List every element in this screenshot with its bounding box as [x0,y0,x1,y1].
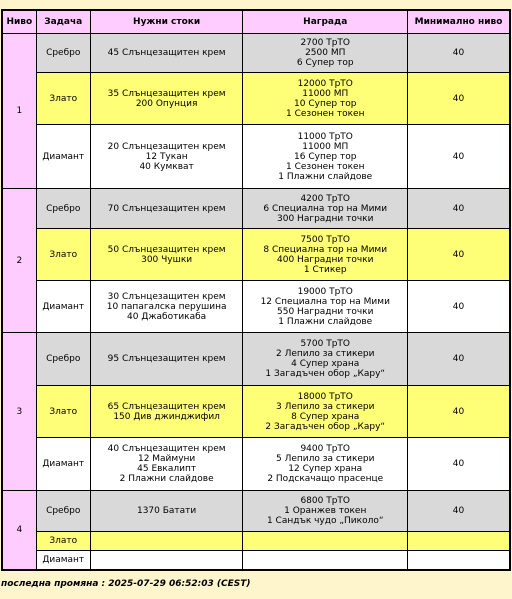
min-level-cell: 40 [408,73,510,125]
header-needed: Нужни стоки [90,10,243,34]
reward-line: 9400 ТрТО [300,444,351,454]
needed-goods-cell [90,229,243,281]
needed-goods-line: 20 Слънцезащитен крем [107,141,226,152]
reward-line: 12 Специална тор на Мими [260,296,390,307]
table-row [2,333,510,386]
reward-line: 19000 ТрТО [297,286,353,297]
min-level-cell: 40 [408,281,510,333]
needed-goods-line: 50 Слънцезащитен крем [107,244,226,255]
quest-table-body [2,34,510,570]
reward-line: 1 Сезонен токен [286,161,365,172]
task-cell: Злато [36,229,90,281]
reward-line: 1 Стикер [303,264,347,275]
reward-line: 1 Плажни слайдове [278,316,373,327]
level-cell: 2 [2,189,36,333]
needed-goods-line: 30 Слънцезащитен крем [107,291,226,302]
reward-cell [243,281,408,333]
header-reward: Награда [243,10,408,34]
min-level-cell [408,532,510,551]
needed-goods-line: 12 Тукан [145,151,188,162]
task-cell: Сребро [36,189,90,229]
reward-line: 2500 МП [305,48,346,58]
reward-cell [243,229,408,281]
min-level-cell: 40 [408,34,510,73]
table-row [2,229,510,281]
level-cell: 3 [2,333,36,491]
reward-line: 1 Плажни слайдове [278,171,373,182]
min-level-cell: 40 [408,189,510,229]
min-level-cell: 40 [408,386,510,438]
table-row [2,386,510,438]
needed-goods-line: 40 Слънцезащитен крем [107,444,226,454]
needed-goods-line: 1370 Батати [136,506,197,516]
task-cell: Злато [36,73,90,125]
min-level-cell: 40 [408,229,510,281]
task-cell: Злато [36,532,90,551]
needed-goods-line: 10 папагалска перушина [106,301,227,312]
needed-goods-line: 35 Слънцезащитен крем [107,88,226,99]
needed-goods-line: 200 Опунция [135,98,198,109]
needed-goods-cell [90,333,243,386]
needed-goods-cell [90,73,243,125]
needed-goods-cell [90,532,243,551]
reward-line: 300 Наградни точки [277,213,374,224]
reward-line: 6 Специална тор на Мими [263,203,388,214]
reward-cell [243,491,408,532]
needed-goods-line: 45 Евкалипт [137,464,197,474]
min-level-cell: 40 [408,125,510,189]
needed-goods-cell [90,125,243,189]
reward-cell [243,73,408,125]
needed-goods-line: 70 Слънцезащитен крем [107,203,226,214]
reward-line: 4200 ТрТО [300,193,351,204]
reward-line: 12 Супер храна [288,464,363,474]
header-row [2,10,510,34]
reward-line: 8 Супер храна [291,411,360,422]
needed-goods-cell [90,34,243,73]
table-row [2,491,510,532]
header-min-level: Минимално ниво [408,10,510,34]
table-row [2,532,510,551]
task-cell: Сребро [36,34,90,73]
reward-line: 5700 ТрТО [300,339,351,349]
reward-cell [243,34,408,73]
needed-goods-cell [90,386,243,438]
table-row [2,281,510,333]
needed-goods-cell [90,189,243,229]
reward-cell [243,532,408,551]
reward-line: 12000 ТрТО [297,78,353,89]
needed-goods-line: 95 Слънцезащитен крем [107,354,226,364]
header-level: Ниво [2,10,36,34]
reward-line: 4 Супер храна [291,359,360,369]
reward-line: 11000 ТрТО [297,131,353,142]
min-level-cell [408,551,510,570]
task-cell: Сребро [36,333,90,386]
min-level-cell: 40 [408,491,510,532]
reward-cell [243,438,408,491]
reward-cell [243,386,408,438]
header-task: Задача [36,10,90,34]
reward-line: 10 Супер тор [294,98,357,109]
needed-goods-line: 300 Чушки [141,254,193,265]
needed-goods-line: 12 Маймуни [137,454,196,464]
table-row [2,34,510,73]
needed-goods-line: 65 Слънцезащитен крем [107,401,226,412]
reward-line: 2 Подскачащо прасенце [267,474,384,484]
needed-goods-line: 40 Джаботикаба [127,311,207,322]
reward-line: 5 Лепило за стикери [276,454,375,464]
reward-line: 6 Супер тор [296,58,354,68]
reward-cell [243,551,408,570]
reward-line: 1 Сандък чудо „Пиколо“ [266,516,384,526]
level-cell: 4 [2,491,36,570]
reward-line: 16 Супер тор [294,151,357,162]
reward-cell [243,333,408,386]
table-row [2,189,510,229]
needed-goods-cell [90,438,243,491]
reward-line: 6800 ТрТО [300,496,351,506]
reward-line: 11000 МП [302,88,349,99]
task-cell: Злато [36,386,90,438]
table-row [2,73,510,125]
needed-goods-line: 150 Див джинджифил [113,411,220,422]
reward-line: 1 Сезонен токен [286,108,365,119]
reward-line: 18000 ТрТО [297,391,353,402]
reward-line: 1 Загадъчен обор „Кару“ [265,369,386,379]
quest-table [1,9,511,571]
table-row [2,438,510,491]
reward-line: 7500 ТрТО [300,234,351,245]
reward-cell [243,189,408,229]
needed-goods-cell [90,281,243,333]
reward-line: 8 Специална тор на Мими [263,244,388,255]
reward-line: 400 Наградни точки [277,254,374,265]
needed-goods-cell [90,491,243,532]
reward-cell [243,125,408,189]
needed-goods-line: 2 Плажни слайдове [119,474,214,484]
task-cell: Диамант [36,125,90,189]
reward-line: 1 Оранжев токен [284,506,367,516]
task-cell: Диамант [36,281,90,333]
level-cell: 1 [2,34,36,189]
reward-line: 550 Наградни точки [277,306,374,317]
last-modified: последна промяна : 2025-07-29 06:52:03 (CEST) [1,579,251,589]
task-cell: Диамант [36,438,90,491]
needed-goods-cell [90,551,243,570]
reward-line: 2 Загадъчен обор „Кару“ [265,421,386,432]
needed-goods-line: 45 Слънцезащитен крем [107,48,226,58]
min-level-cell: 40 [408,438,510,491]
task-cell: Сребро [36,491,90,532]
task-cell: Диамант [36,551,90,570]
reward-line: 2 Лепило за стикери [276,349,375,359]
reward-line: 2700 ТрТО [300,38,351,48]
needed-goods-line: 40 Кумкват [139,161,194,172]
table-row [2,125,510,189]
reward-line: 11000 МП [302,141,349,152]
table-row [2,551,510,570]
min-level-cell: 40 [408,333,510,386]
reward-line: 3 Лепило за стикери [276,401,375,412]
